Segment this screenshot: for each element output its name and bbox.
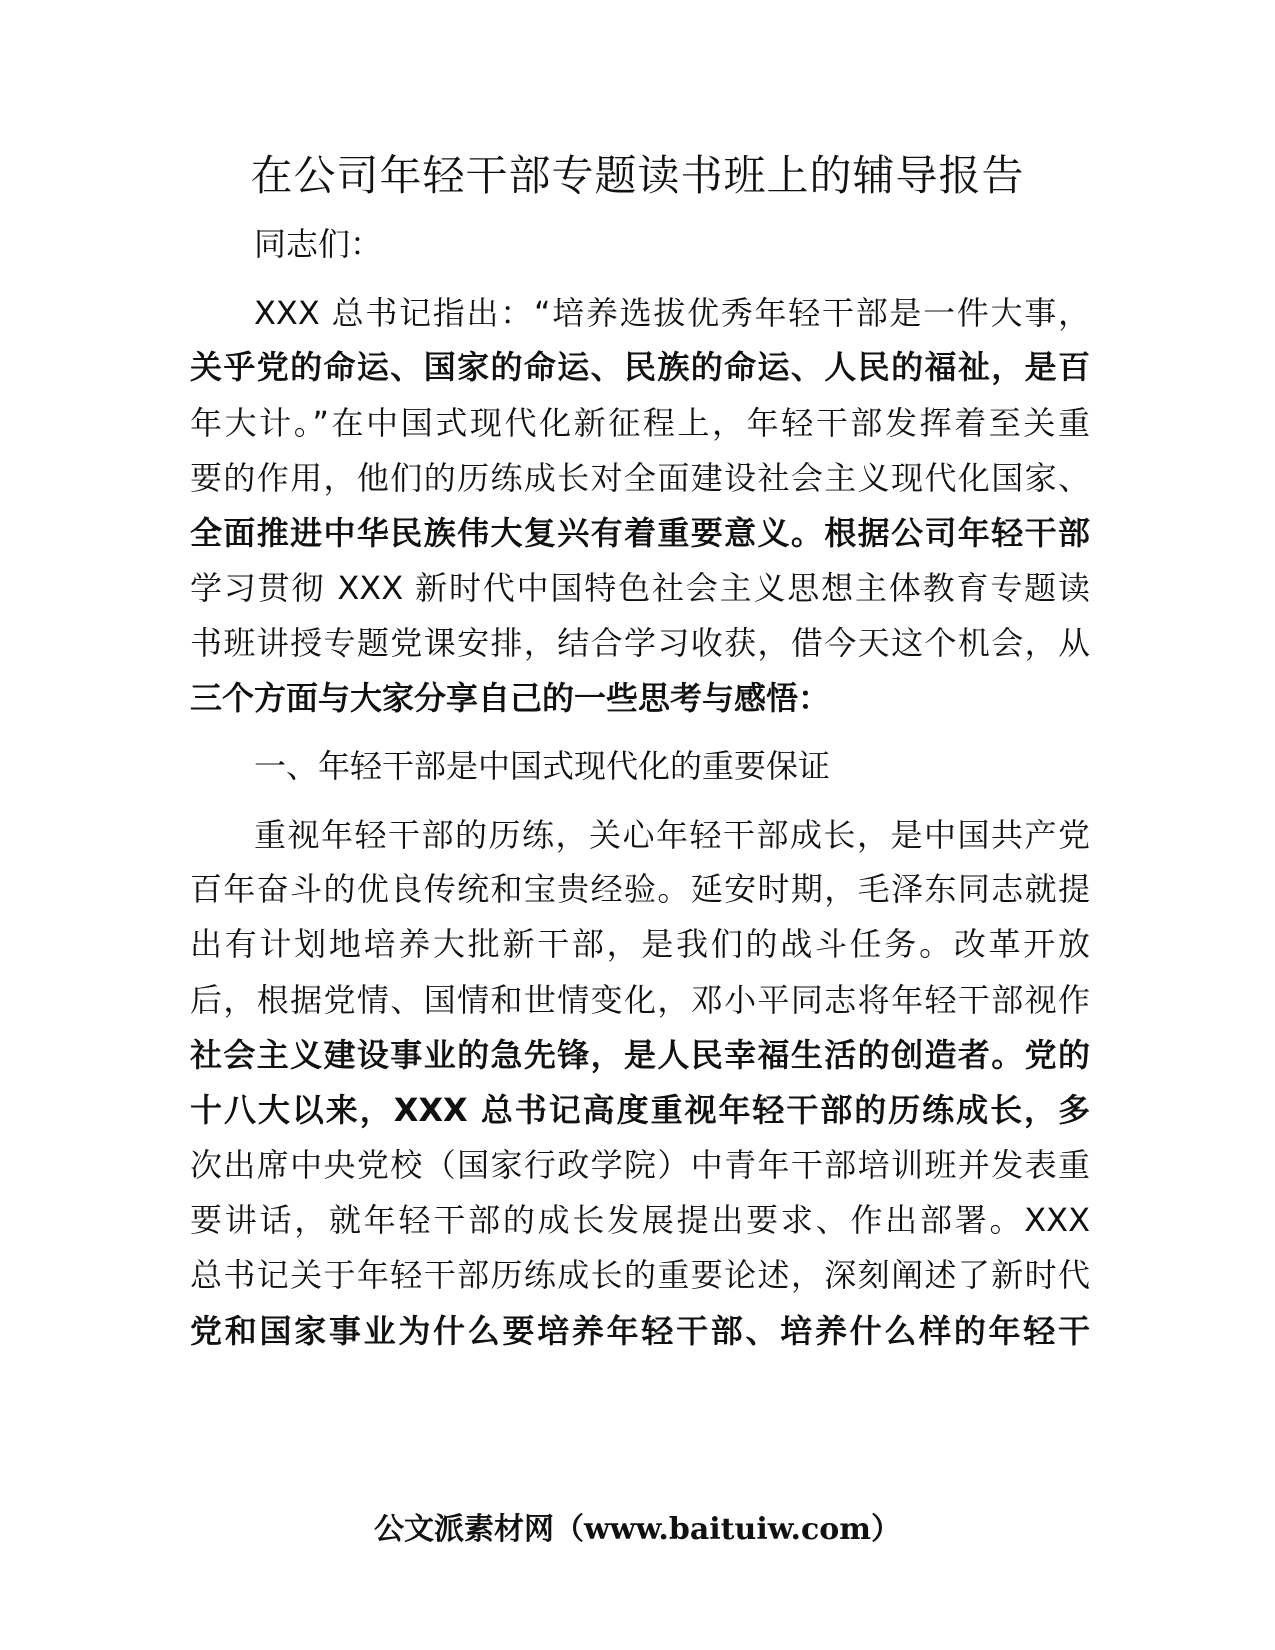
paragraph-line: 重视年轻干部的历练，关心年轻干部成长，是中国共产党 [254, 816, 1090, 854]
footer-source: 公文派素材网（www.baituiw.com） [373, 1512, 902, 1547]
paragraph-line: 总书记关于年轻干部历练成长的重要论述，深刻阐述了新时代 [190, 1256, 1090, 1294]
paragraph-line: 关乎党的命运、国家的命运、民族的命运、人民的福祉，是百 [190, 348, 1090, 386]
paragraph-line: 全面推进中华民族伟大复兴有着重要意义。根据公司年轻干部 [190, 514, 1090, 552]
paragraph-line: 书班讲授专题党课安排，结合学习收获，借今天这个机会，从 [190, 624, 1090, 662]
paragraph-line: 党和国家事业为什么要培养年轻干部、培养什么样的年轻干 [190, 1312, 1090, 1350]
section-heading: 一、年轻干部是中国式现代化的重要保证 [254, 747, 831, 785]
paragraph-line: 后，根据党情、国情和世情变化，邓小平同志将年轻干部视作 [190, 981, 1090, 1019]
document-title: 在公司年轻干部专题读书班上的辅导报告 [250, 151, 1025, 200]
paragraph-line: 出有计划地培养大批新干部，是我们的战斗任务。改革开放 [190, 925, 1090, 963]
paragraph-line: 年大计。”在中国式现代化新征程上，年轻干部发挥着至关重 [190, 404, 1090, 442]
paragraph-line: 社会主义建设事业的急先锋，是人民幸福生活的创造者。党的 [190, 1036, 1090, 1074]
paragraph-line: 三个方面与大家分享自己的一些思考与感悟： [190, 679, 831, 717]
paragraph-line: 要讲话，就年轻干部的成长发展提出要求、作出部署。XXX [190, 1201, 1090, 1239]
salutation: 同志们： [254, 225, 383, 263]
paragraph-line: 百年奋斗的优良传统和宝贵经验。延安时期，毛泽东同志就提 [190, 870, 1090, 908]
paragraph-line: 次出席中央党校（国家行政学院）中青年干部培训班并发表重 [190, 1146, 1090, 1184]
paragraph-line: 十八大以来，XXX 总书记高度重视年轻干部的历练成长，多 [190, 1091, 1090, 1129]
paragraph-line: 要的作用，他们的历练成长对全面建设社会主义现代化国家、 [190, 459, 1090, 497]
paragraph-line: 学习贯彻 XXX 新时代中国特色社会主义思想主体教育专题读 [190, 569, 1090, 607]
paragraph-line: XXX 总书记指出：“培养选拔优秀年轻干部是一件大事， [254, 294, 1090, 332]
